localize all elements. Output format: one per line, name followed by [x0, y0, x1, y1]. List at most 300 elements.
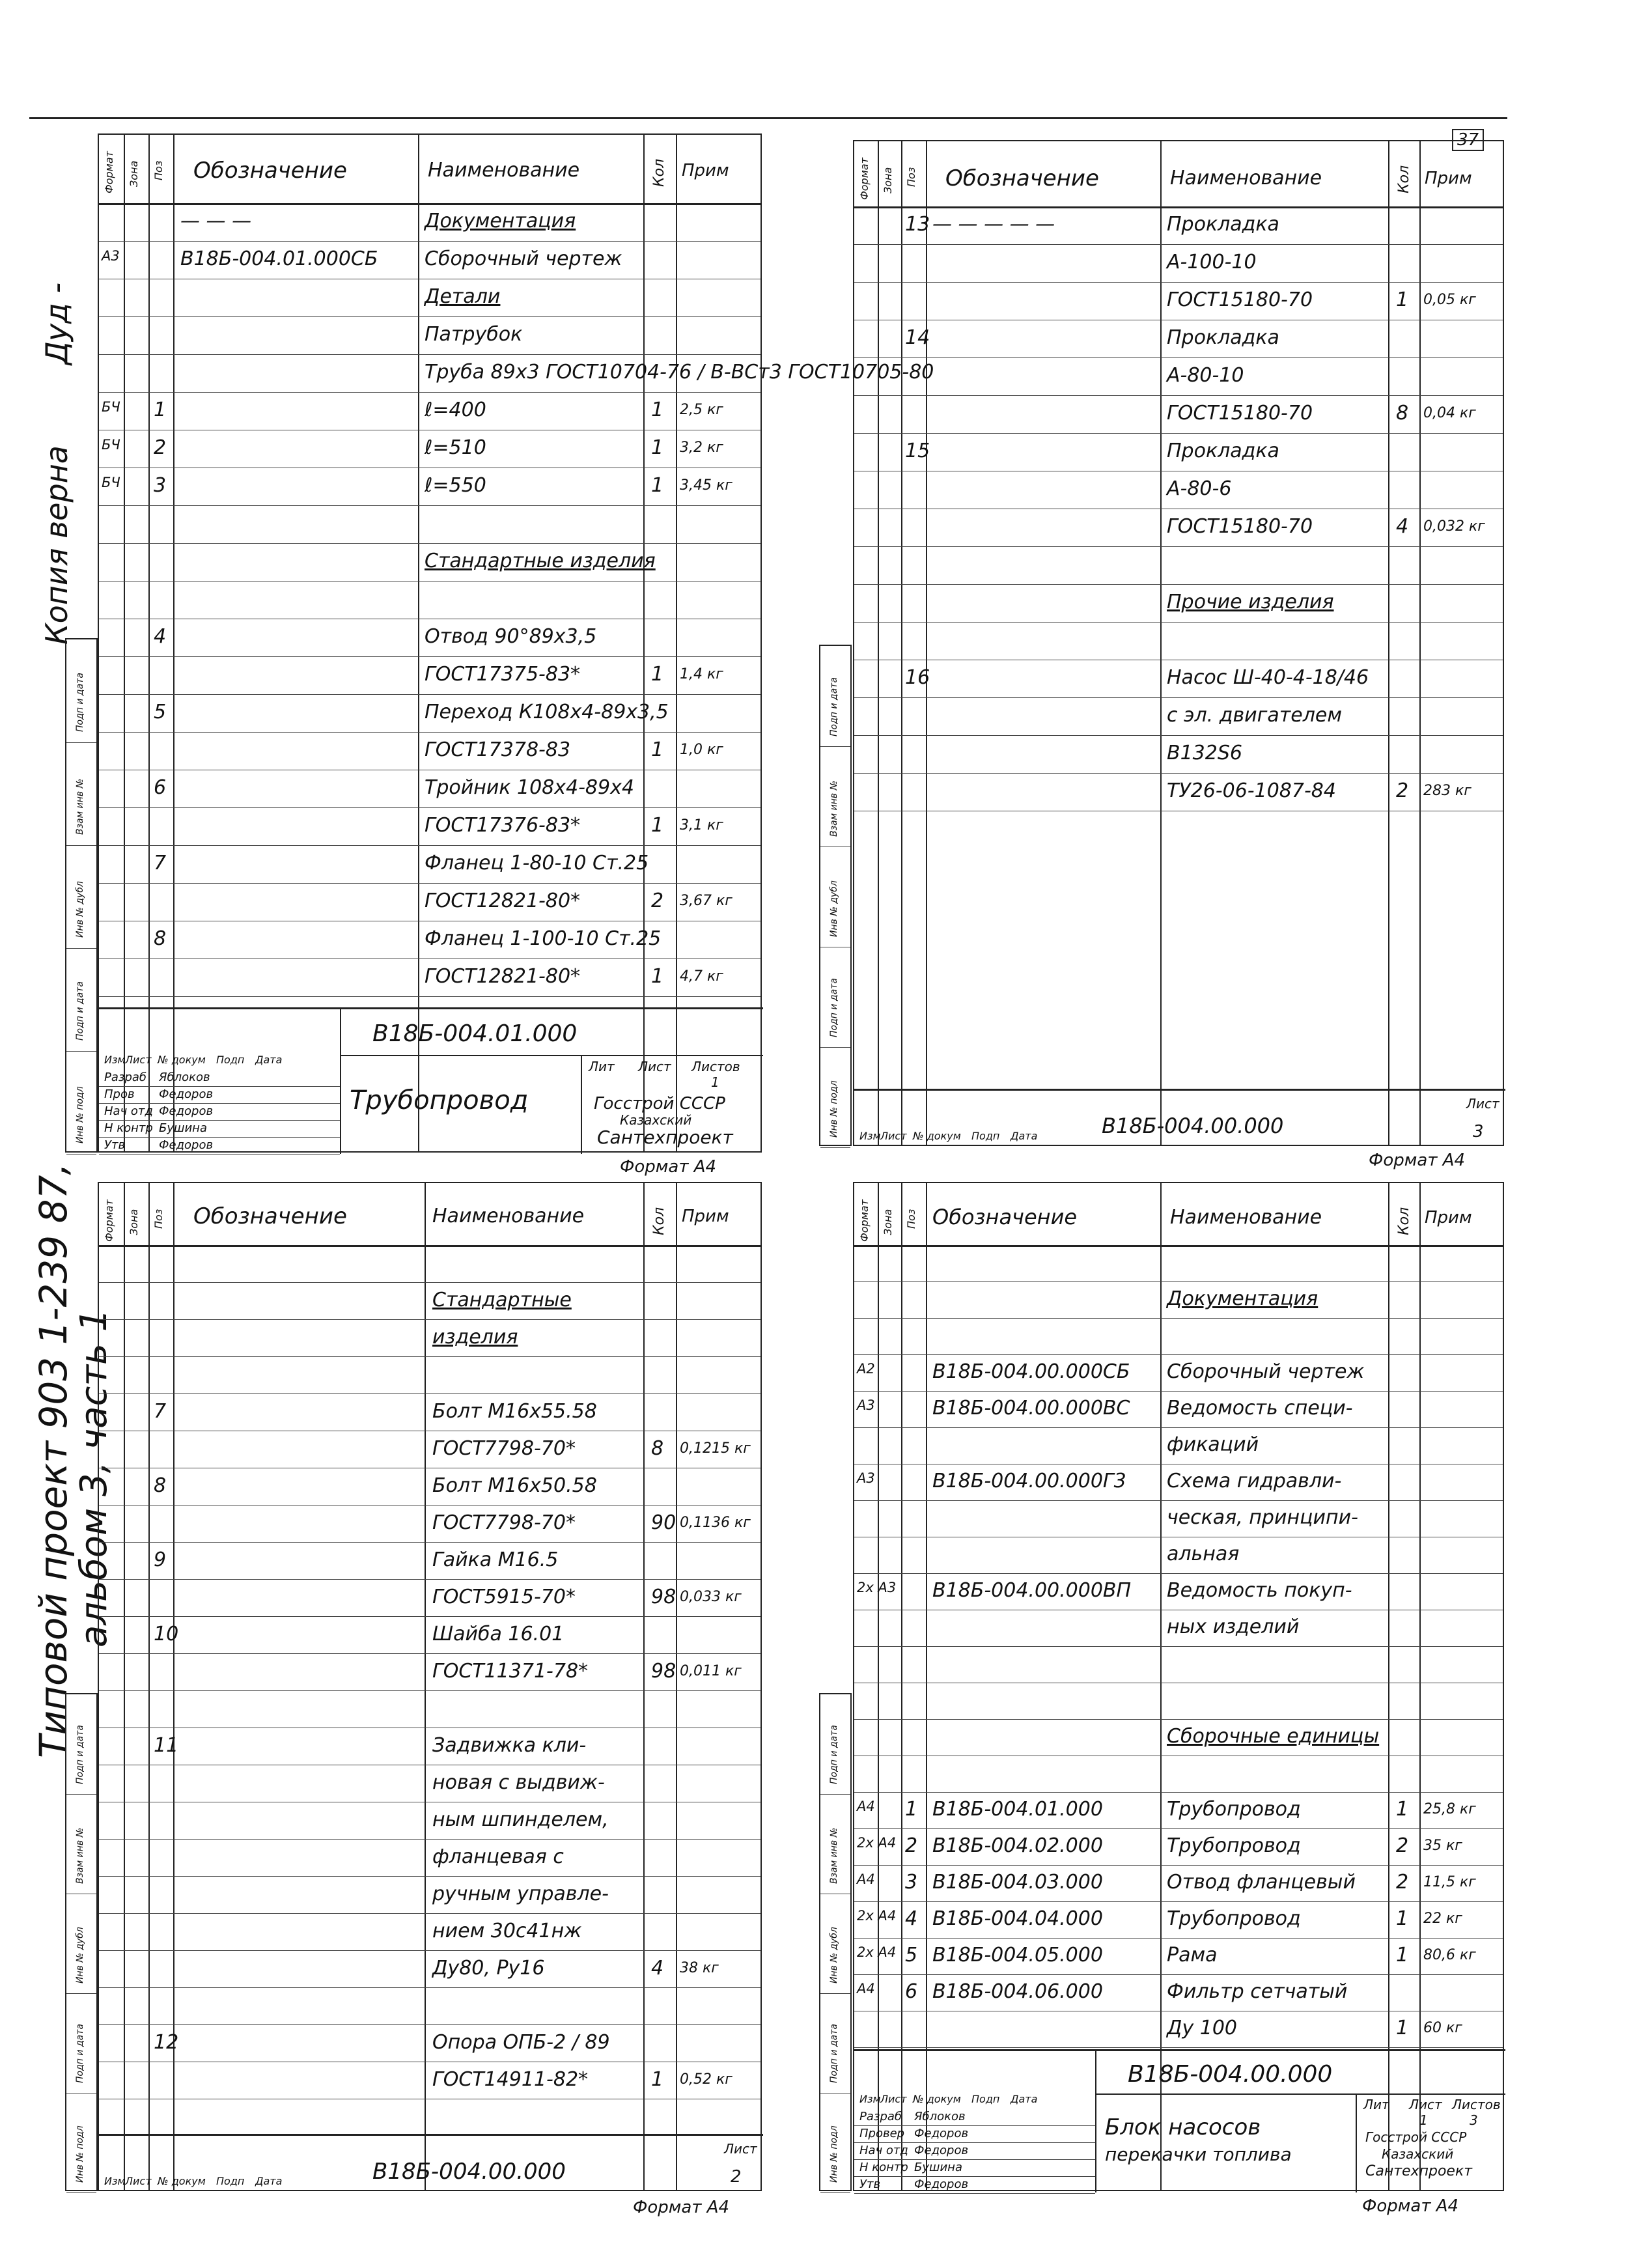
- row-name: В132S6: [1167, 742, 1242, 764]
- row-pos: 11: [154, 1734, 179, 1757]
- row-qty: 1: [651, 663, 664, 686]
- row-qty: 2: [651, 889, 664, 912]
- row-format: А3: [857, 1397, 875, 1413]
- row-designation: В18Б-004.06.000: [932, 1980, 1103, 2003]
- row-note: 0,1215 кг: [680, 1440, 751, 1457]
- stamp-hdr-cell: № докум: [158, 2175, 206, 2187]
- row-name: новая с выдвиж-: [432, 1771, 605, 1794]
- row-qty: 1: [651, 814, 664, 837]
- stamp-hdr-cell: № докум: [913, 2093, 961, 2105]
- row-line: [854, 1901, 1503, 1902]
- strip-line: [820, 1047, 850, 1048]
- row-pos: 14: [905, 326, 930, 349]
- row-name: Отвод 90°89х3,5: [425, 625, 597, 648]
- row-format: БЧ: [102, 437, 120, 453]
- stamp-role: Пров: [104, 1087, 135, 1101]
- row-note: 38 кг: [680, 1960, 719, 1976]
- row-name: ГОСТ12821-80*: [425, 889, 581, 912]
- col-pos: Поз: [152, 1209, 165, 1229]
- row-name: А-80-6: [1167, 477, 1232, 500]
- stamp-hdr-cell: Подп: [971, 1130, 1000, 1142]
- strip-label: Взам инв №: [829, 780, 839, 837]
- row-pos: 15: [905, 440, 930, 462]
- row-pos: 9: [154, 1548, 167, 1571]
- stamp-role-line: [854, 2159, 1095, 2160]
- row-line: [854, 1828, 1503, 1829]
- stamp-hdr-cell: Подп: [971, 2093, 1000, 2105]
- stamp-hdr-cell: № докум: [158, 1054, 206, 1066]
- side-strip: [819, 1693, 852, 2191]
- row-line: [99, 1356, 760, 1357]
- stamp-role-line: [99, 1086, 340, 1087]
- row-format: 2х А4: [857, 1908, 897, 1924]
- row-pos: 8: [154, 927, 167, 950]
- row-line: [854, 433, 1503, 434]
- row-qty: 1: [651, 2068, 664, 2091]
- format-label: Формат А4: [1362, 2196, 1459, 2216]
- row-note: 3,1 кг: [680, 817, 723, 833]
- stamp-hdr-cell: Изм: [859, 2093, 881, 2105]
- row-line: [99, 1839, 760, 1840]
- row-name: Ду 100: [1167, 2017, 1237, 2039]
- strip-label: Инв № подл: [829, 1080, 839, 1138]
- row-line: [854, 1865, 1503, 1866]
- strip-label: Подп и дата: [829, 1725, 839, 1784]
- row-pos: 8: [154, 1474, 167, 1497]
- row-designation: — — — — —: [932, 213, 1055, 236]
- row-name: Насос Ш-40-4-18/46: [1167, 666, 1369, 689]
- row-note: 60 кг: [1423, 2020, 1462, 2036]
- row-note: 35 кг: [1423, 1838, 1462, 1854]
- row-line: [854, 546, 1503, 547]
- row-line: [99, 1319, 760, 1320]
- row-qty: 4: [651, 1957, 664, 1980]
- strip-label: Взам инв №: [75, 1827, 85, 1884]
- row-note: 0,05 кг: [1423, 292, 1476, 308]
- stamp-sheet-total: 3: [1470, 2112, 1478, 2128]
- row-format: А4: [857, 1871, 875, 1887]
- row-qty: 1: [1396, 1907, 1409, 1930]
- row-line: [854, 357, 1503, 358]
- row-pos: 5: [905, 1944, 918, 1967]
- stamp-org2: Казахский: [1382, 2146, 1454, 2162]
- col-designation: Обозначение: [193, 158, 347, 184]
- row-line: [99, 996, 760, 997]
- stamp-role-line: [854, 2125, 1095, 2126]
- margin-signature: Дуд -: [39, 282, 74, 365]
- format-label: Формат А4: [633, 2198, 730, 2217]
- col-zone: Зона: [882, 1209, 894, 1235]
- col-name: Наименование: [428, 159, 580, 182]
- stamp-person: Федоров: [159, 1138, 214, 1152]
- row-line: [854, 1646, 1503, 1647]
- stamp-role-line: [99, 1154, 340, 1155]
- col-format: Формат: [103, 1199, 115, 1242]
- stamp-title: Трубопровод: [350, 1085, 529, 1115]
- project-title-line1: Типовой проект 903 1-239 87,: [31, 1163, 76, 1758]
- col-format: Формат: [858, 158, 871, 200]
- row-line: [854, 2047, 1503, 2048]
- strip-label: Инв № подл: [75, 1086, 85, 1143]
- row-name: Рама: [1167, 1944, 1218, 1967]
- stamp-hdr-cell: Лист: [125, 1054, 152, 1066]
- stamp-role-line: [854, 2176, 1095, 2177]
- stamp-hdr-cell: Лист: [880, 2093, 907, 2105]
- row-line: [854, 1318, 1503, 1319]
- row-note: 80,6 кг: [1423, 1947, 1476, 1963]
- col-zone: Зона: [128, 1209, 140, 1235]
- stamp-role-line: [854, 2142, 1095, 2143]
- row-name: А-80-10: [1167, 364, 1244, 387]
- col-format: Формат: [858, 1199, 871, 1242]
- stamp-list: Лист: [1409, 2097, 1442, 2112]
- row-line: [854, 1354, 1503, 1355]
- stamp-person: Яблоков: [914, 2110, 966, 2123]
- stamp-role: Нач отд: [859, 2144, 908, 2157]
- strip-line: [820, 1147, 850, 1148]
- row-note: 3,45 кг: [680, 477, 732, 494]
- col-qty: Кол: [1396, 1207, 1412, 1235]
- stamp-person: Федоров: [914, 2177, 969, 2191]
- stamp-org3: Сантехпроект: [1365, 2163, 1473, 2179]
- row-qty: 2: [1396, 1834, 1409, 1857]
- row-line: [99, 807, 760, 808]
- strip-line: [66, 845, 96, 846]
- stamp-sheet-total: 1: [711, 1074, 719, 1090]
- strip-line: [820, 1993, 850, 1994]
- row-line: [99, 732, 760, 733]
- row-name: Патрубок: [425, 323, 523, 346]
- row-designation: В18Б-004.05.000: [932, 1944, 1103, 1967]
- stamp-role: Утв: [859, 2177, 881, 2191]
- row-line: [99, 656, 760, 657]
- col-name: Наименование: [432, 1205, 585, 1227]
- row-line: [854, 622, 1503, 623]
- row-designation: — — —: [180, 210, 252, 232]
- strip-label: Инв № дубл: [829, 1927, 839, 1983]
- sheet-4-stamp: [854, 2049, 1505, 2192]
- row-pos: 3: [154, 474, 167, 497]
- sheet-1-stamp: [99, 1007, 763, 1154]
- strip-line: [820, 746, 850, 747]
- row-designation: В18Б-004.04.000: [932, 1907, 1103, 1930]
- stamp-code: В18Б-004.00.000: [372, 2159, 566, 2185]
- row-qty: 1: [1396, 1798, 1409, 1821]
- stamp-person: Федоров: [914, 2127, 969, 2140]
- stamp-org1: Госстрой СССР: [1365, 2129, 1467, 2145]
- row-pos: 1: [154, 399, 167, 421]
- row-pos: 4: [905, 1907, 918, 1930]
- row-designation: В18Б-004.01.000СБ: [180, 247, 378, 270]
- stamp-code: В18Б-004.00.000: [1128, 2061, 1333, 2088]
- stamp-role: Утв: [104, 1138, 126, 1152]
- row-line: [99, 505, 760, 506]
- page-number: 37: [1452, 129, 1484, 151]
- row-name: ГОСТ12821-80*: [425, 965, 581, 988]
- row-name: Прокладка: [1167, 213, 1279, 236]
- row-line: [854, 1573, 1503, 1574]
- sheet-4: [853, 1182, 1504, 2216]
- row-line: [99, 1542, 760, 1543]
- row-line: [99, 1579, 760, 1580]
- strip-label: Подп и дата: [75, 673, 85, 732]
- row-line: [99, 1690, 760, 1691]
- stamp-role-line: [854, 2193, 1095, 2194]
- stamp-role-line: [99, 1103, 340, 1104]
- stamp-lit: Лит: [589, 1059, 615, 1074]
- row-name: ℓ=400: [425, 399, 486, 421]
- row-line: [854, 395, 1503, 396]
- strip-label: Подп и дата: [829, 677, 839, 736]
- row-line: [854, 1391, 1503, 1392]
- strip-line: [66, 1993, 96, 1994]
- row-note: 22 кг: [1423, 1911, 1462, 1927]
- stamp-sheet-no: 1: [1419, 2112, 1428, 2128]
- strip-line: [820, 2192, 850, 2193]
- side-strip: [65, 1693, 98, 2191]
- row-name: ручным управле-: [432, 1883, 609, 1905]
- row-pos: 2: [905, 1834, 918, 1857]
- row-pos: 6: [154, 776, 167, 799]
- col-format: Формат: [103, 151, 115, 193]
- col-note: Прим: [682, 161, 729, 180]
- row-line: [854, 735, 1503, 736]
- col-qty: Кол: [1396, 165, 1412, 193]
- row-pos: 12: [154, 2031, 179, 2054]
- row-name: Сборочный чертеж: [425, 247, 622, 270]
- sheet-2: [853, 140, 1504, 1170]
- row-line: [854, 1974, 1503, 1975]
- col-designation: Обозначение: [193, 1203, 347, 1229]
- row-line: [854, 1427, 1503, 1428]
- stamp-role: Разраб: [859, 2110, 902, 2123]
- col-note: Прим: [1425, 1208, 1472, 1227]
- row-note: 1,0 кг: [680, 742, 723, 758]
- row-name: ГОСТ15180-70: [1167, 402, 1313, 425]
- strip-line: [66, 2192, 96, 2193]
- row-format: А4: [857, 1799, 875, 1814]
- row-pos: 13: [905, 213, 930, 236]
- row-qty: 1: [1396, 1944, 1409, 1967]
- strip-label: Взам инв №: [75, 778, 85, 835]
- stamp-role: Н контр: [859, 2161, 908, 2174]
- top-rule: [29, 117, 1507, 119]
- row-name: ГОСТ7798-70*: [432, 1511, 576, 1534]
- col-designation: Обозначение: [932, 1205, 1078, 1229]
- stamp-person: Федоров: [159, 1104, 214, 1118]
- stamp-role: Н контр: [104, 1121, 153, 1135]
- row-qty: 2: [1396, 779, 1409, 802]
- row-note: 25,8 кг: [1423, 1801, 1476, 1817]
- row-name: Ведомость специ-: [1167, 1397, 1353, 1420]
- stamp-hdr-cell: Изм: [104, 1054, 126, 1066]
- stamp-org3: Сантехпроект: [597, 1127, 733, 1148]
- row-pos: 10: [154, 1623, 179, 1645]
- row-qty: 1: [651, 474, 664, 497]
- row-format: 2х А4: [857, 1944, 897, 1960]
- row-name: фикаций: [1167, 1433, 1259, 1456]
- row-line: [99, 241, 760, 242]
- row-name: Труба 89х3 ГОСТ10704-76 / В-ВСт3 ГОСТ10705-80: [425, 361, 934, 384]
- row-note: 0,011 кг: [680, 1663, 742, 1679]
- margin-note-copy: Копия верна: [39, 445, 74, 645]
- col-name: Наименование: [1170, 1206, 1322, 1229]
- row-name: Ду80, Ру16: [432, 1957, 545, 1980]
- strip-label: Инв № подл: [829, 2125, 839, 2183]
- row-qty: 90: [651, 1511, 677, 1534]
- row-format: 2х А3: [857, 1580, 897, 1595]
- row-name: с эл. двигателем: [1167, 704, 1343, 727]
- row-format: А3: [102, 248, 120, 264]
- row-note: 4,7 кг: [680, 968, 723, 985]
- row-name: Прокладка: [1167, 440, 1279, 462]
- strip-label: Подп и дата: [829, 978, 839, 1037]
- row-qty: 8: [651, 1437, 664, 1460]
- stamp-person: Федоров: [159, 1087, 214, 1101]
- strip-line: [66, 1154, 96, 1155]
- row-name: фланцевая с: [432, 1845, 564, 1868]
- row-note: 0,04 кг: [1423, 405, 1476, 421]
- strip-label: Инв № дубл: [75, 1927, 85, 1983]
- stamp-hdr-cell: № докум: [913, 1130, 961, 1142]
- row-designation: В18Б-004.00.000Г3: [932, 1470, 1126, 1492]
- stamp-title1: Блок насосов: [1105, 2114, 1261, 2140]
- row-name: изделия: [432, 1326, 518, 1349]
- strip-label: Подп и дата: [75, 981, 85, 1041]
- stamp-hdr-cell: Дата: [1011, 2093, 1038, 2105]
- row-name: Гайка М16.5: [432, 1548, 559, 1571]
- row-qty: 1: [1396, 288, 1409, 311]
- row-line: [99, 543, 760, 544]
- row-name: Прочие изделия: [1167, 591, 1334, 613]
- row-name: Документация: [1167, 1287, 1318, 1310]
- strip-label: Взам инв №: [829, 1827, 839, 1884]
- stamp-person: Яблоков: [159, 1071, 210, 1084]
- row-line: [854, 282, 1503, 283]
- row-name: альная: [1167, 1543, 1240, 1565]
- row-name: ных изделий: [1167, 1616, 1300, 1638]
- stamp-sheet-no: 2: [731, 2167, 742, 2187]
- stamp-person: Бушина: [914, 2161, 962, 2174]
- sheet-2-stamp: [854, 1089, 1505, 1147]
- row-line: [99, 354, 760, 355]
- row-name: ТУ26-06-1087-84: [1167, 779, 1336, 802]
- row-designation: В18Б-004.00.000СБ: [932, 1360, 1130, 1383]
- row-line: [99, 694, 760, 695]
- row-line: [854, 1938, 1503, 1939]
- row-line: [854, 584, 1503, 585]
- row-name: Болт М16х55.58: [432, 1400, 597, 1423]
- row-name: Стандартные изделия: [425, 550, 656, 572]
- row-format: 2х А4: [857, 1835, 897, 1851]
- stamp-sheet-label: Лист: [724, 2141, 757, 2157]
- row-name: Переход К108х4-89х3,5: [425, 701, 669, 723]
- row-pos: 6: [905, 1980, 918, 2003]
- row-name: ным шпинделем,: [432, 1808, 609, 1831]
- col-pos: Поз: [152, 160, 165, 180]
- format-label: Формат А4: [620, 1157, 717, 1177]
- project-title-line2: альбом 3, часть 1: [73, 1308, 115, 1647]
- row-name: ГОСТ7798-70*: [432, 1437, 576, 1460]
- row-note: 0,033 кг: [680, 1589, 742, 1605]
- stamp-list: Лист: [638, 1059, 671, 1074]
- stamp-hdr-cell: Подп: [216, 1054, 245, 1066]
- side-strip: [65, 638, 98, 1153]
- row-name: Фланец 1-100-10 Ст.25: [425, 927, 662, 950]
- stamp-sheet-label: Лист: [1466, 1096, 1500, 1112]
- col-note: Прим: [682, 1207, 729, 1226]
- col-zone: Зона: [128, 160, 140, 187]
- stamp-hdr-cell: Лист: [125, 2175, 152, 2187]
- row-designation: В18Б-004.00.000ВС: [932, 1397, 1130, 1420]
- row-pos: 1: [905, 1798, 918, 1821]
- row-name: Трубопровод: [1167, 1834, 1301, 1857]
- row-pos: 5: [154, 701, 167, 723]
- row-name: ГОСТ15180-70: [1167, 288, 1313, 311]
- strip-label: Инв № дубл: [829, 880, 839, 937]
- row-note: 283 кг: [1423, 783, 1472, 799]
- row-qty: 1: [651, 399, 664, 421]
- row-line: [99, 1653, 760, 1654]
- row-line: [854, 697, 1503, 698]
- col-pos: Поз: [905, 167, 917, 187]
- row-name: Ведомость покуп-: [1167, 1579, 1352, 1602]
- row-pos: 7: [154, 852, 167, 875]
- stamp-role: Нач отд: [104, 1104, 153, 1118]
- row-format: А4: [857, 1981, 875, 1996]
- row-pos: 2: [154, 436, 167, 459]
- stamp-person: Бушина: [159, 1121, 207, 1135]
- row-note: 3,2 кг: [680, 440, 723, 456]
- row-format: БЧ: [102, 399, 120, 415]
- row-name: ГОСТ17378-83: [425, 738, 571, 761]
- row-qty: 1: [651, 436, 664, 459]
- stamp-lit: Лит: [1363, 2097, 1389, 2112]
- stamp-role: Провер: [859, 2127, 905, 2140]
- row-designation: В18Б-004.02.000: [932, 1834, 1103, 1857]
- row-line: [854, 1500, 1503, 1501]
- col-pos: Поз: [905, 1209, 917, 1229]
- stamp-role: Разраб: [104, 1071, 147, 1084]
- strip-line: [820, 1794, 850, 1795]
- stamp-hdr-cell: Изм: [104, 2175, 126, 2187]
- row-name: Болт М16х50.58: [432, 1474, 597, 1497]
- side-strip: [819, 645, 852, 1146]
- sheet-3-stamp: [99, 2134, 763, 2192]
- row-note: 3,67 кг: [680, 893, 732, 909]
- row-line: [854, 773, 1503, 774]
- row-name: ГОСТ15180-70: [1167, 515, 1313, 538]
- row-pos: 3: [905, 1871, 918, 1894]
- stamp-person: Федоров: [914, 2144, 969, 2157]
- row-format: А3: [857, 1470, 875, 1486]
- col-name: Наименование: [1170, 167, 1322, 189]
- strip-line: [66, 1051, 96, 1052]
- row-name: ГОСТ14911-82*: [432, 2068, 589, 2091]
- row-name: ческая, принципи-: [1167, 1506, 1358, 1529]
- row-line: [99, 1616, 760, 1617]
- row-name: ГОСТ11371-78*: [432, 1660, 589, 1683]
- stamp-title2: перекачки топлива: [1105, 2144, 1292, 2165]
- row-pos: 16: [905, 666, 930, 689]
- row-name: Трубопровод: [1167, 1907, 1301, 1930]
- row-name: Детали: [425, 285, 501, 308]
- strip-label: Инв № подл: [75, 2125, 85, 2183]
- stamp-hdr-cell: Изм: [859, 1130, 881, 1142]
- format-label: Формат А4: [1369, 1151, 1466, 1170]
- stamp-sheet-no: 3: [1473, 1122, 1484, 1141]
- row-line: [99, 392, 760, 393]
